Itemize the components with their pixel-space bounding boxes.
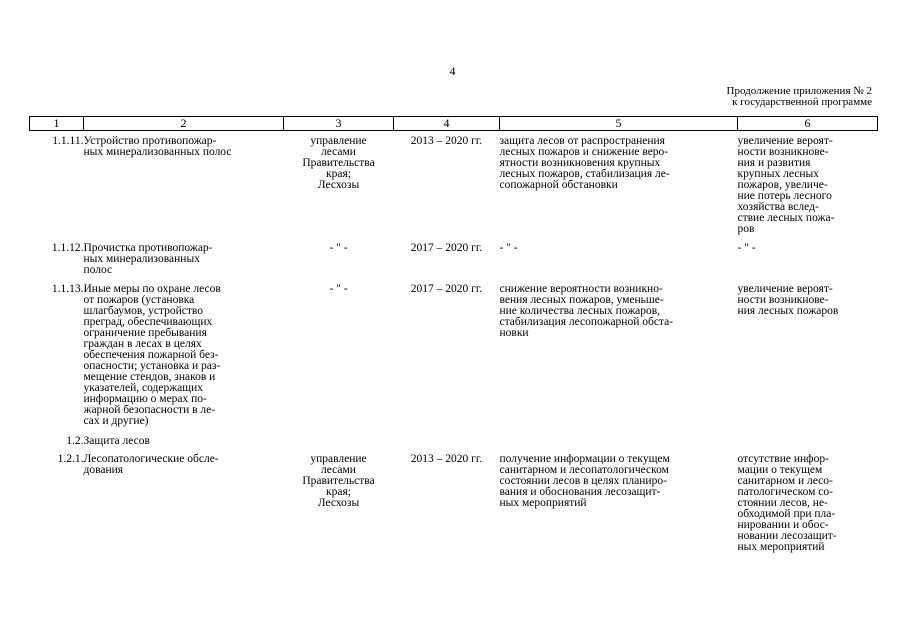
period-cell — [394, 136, 500, 235]
executor-line: управление — [310, 453, 367, 465]
consequence-cell — [738, 454, 878, 553]
expected-result-line: сопожарной обстановки — [499, 179, 618, 191]
measure-name-line: информацию о мерах по- — [83, 393, 207, 405]
header-col-3: 3 — [284, 117, 394, 131]
continuation-line-2: к государственной программе — [732, 96, 872, 108]
expected-result-cell — [500, 243, 738, 276]
expected-result-line: лесных пожаров и снижение веро- — [499, 146, 669, 158]
executor-line: лесами — [321, 146, 356, 158]
consequence-line: патологическом со- — [737, 486, 833, 498]
executor-line: Правительства — [302, 475, 375, 487]
item-number-cell — [30, 284, 84, 427]
executor-line: управление — [310, 135, 367, 147]
item-number-text: 1.1.13. — [51, 283, 84, 295]
consequence-line: крупных лесных — [737, 168, 819, 180]
consequence-line: ров — [737, 223, 755, 235]
consequence-line: ности возникнове- — [737, 146, 829, 158]
expected-result-line: ных мероприятий — [499, 497, 587, 509]
consequence-line: новании лесозащит- — [737, 530, 837, 542]
header-col-2: 2 — [84, 117, 284, 131]
executor-line: края; — [326, 168, 351, 180]
expected-result-line: снижение вероятности возникно- — [499, 283, 663, 295]
measure-name-line: ных минерализованных полос — [83, 146, 232, 158]
period-text: 2017 – 2020 гг. — [410, 283, 483, 295]
expected-result-line: получение информации о текущем — [499, 453, 670, 465]
consequence-line: санитарном и лесо- — [737, 475, 833, 487]
table-row — [30, 243, 878, 276]
period-cell — [394, 284, 500, 427]
measure-name-line: опасности; установка и раз- — [83, 360, 221, 372]
consequence-cell — [738, 136, 878, 235]
expected-result-line: лесных пожаров, стабилизация ле- — [499, 168, 670, 180]
consequence-cell — [738, 284, 878, 427]
expected-result-cell — [500, 284, 738, 427]
executor-line: - " - — [329, 283, 348, 295]
measure-name-line: преград, обеспечивающих — [83, 316, 213, 328]
consequence-line: хозяйства вслед- — [737, 201, 819, 213]
consequence-line: пожаров, увеличе- — [737, 179, 828, 191]
table-body — [30, 131, 878, 554]
consequence-line: увеличение вероят- — [737, 135, 833, 147]
period-cell — [394, 454, 500, 553]
continuation-note — [727, 86, 872, 108]
executor-line: Лесхозы — [317, 497, 360, 509]
row-spacer-cell — [30, 427, 878, 436]
period-cell — [394, 436, 500, 447]
measure-name-cell — [84, 454, 284, 553]
period-text: 2013 – 2020 гг. — [410, 135, 483, 147]
executor-cell — [284, 436, 394, 447]
executor-cell — [284, 243, 394, 276]
header-col-1: 1 — [30, 117, 84, 131]
measure-name-cell — [84, 136, 284, 235]
continuation-line-1: Продолжение приложения № 2 — [726, 85, 872, 97]
consequence-line: мации о текущем — [737, 464, 823, 476]
period-text: 2017 – 2020 гг. — [410, 242, 483, 254]
row-spacer — [30, 427, 878, 436]
measure-name-line: шлагбаумов, устройство — [83, 305, 203, 317]
measure-name-line: обеспечения пожарной без- — [83, 349, 219, 361]
measure-name-line: Защита лесов — [83, 435, 150, 447]
expected-result-line: стабилизация лесопожарной обста- — [499, 316, 674, 328]
measure-name-line: мещение стендов, знаков и — [83, 371, 216, 383]
measure-name-line: полос — [83, 264, 113, 276]
expected-result-line: состоянии лесов в целях планиро- — [499, 475, 667, 487]
header-col-6: 6 — [738, 117, 878, 131]
measure-name-line: ных минерализованных — [83, 253, 200, 265]
expected-result-cell — [500, 436, 738, 447]
page-number: 4 — [449, 64, 456, 78]
item-number-cell — [30, 436, 84, 447]
measure-name-cell — [84, 284, 284, 427]
executor-line: лесами — [321, 464, 356, 476]
expected-result-line: защита лесов от распространения — [499, 135, 665, 147]
executor-line: Правительства — [302, 157, 375, 169]
header-row — [30, 117, 878, 131]
table-row — [30, 284, 878, 427]
item-number-cell — [30, 136, 84, 235]
executor-line: - " - — [329, 242, 348, 254]
expected-result-line: вания и обоснования лесозащит- — [499, 486, 661, 498]
expected-result-line: ятности возникновения крупных — [499, 157, 661, 169]
item-number-text: 1.1.11. — [52, 135, 84, 147]
expected-result-line: санитарном и лесопатологическом — [499, 464, 669, 476]
consequence-line: обходимой при пла- — [737, 508, 836, 520]
expected-result-cell — [500, 454, 738, 553]
period-text: 2013 – 2020 гг. — [410, 453, 483, 465]
consequence-line: ния лесных пожаров — [737, 305, 839, 317]
expected-result-line: новки — [499, 327, 529, 339]
measure-name-line: жарной безопасности в ле- — [83, 404, 216, 416]
expected-result-cell — [500, 136, 738, 235]
consequence-cell — [738, 436, 878, 447]
executor-line: края; — [326, 486, 351, 498]
consequence-line: ствие лесных пожа- — [737, 212, 835, 224]
consequence-line: ных мероприятий — [737, 541, 825, 553]
header-col-5: 5 — [500, 117, 738, 131]
consequence-line: отсутствие инфор- — [737, 453, 829, 465]
consequence-cell — [738, 243, 878, 276]
item-number-text: 1.2.1. — [57, 453, 84, 465]
executor-cell — [284, 136, 394, 235]
program-table — [29, 116, 878, 553]
measure-name-line: сах и другие) — [83, 415, 149, 427]
consequence-line: ние потерь лесного — [737, 190, 832, 202]
item-number-cell — [30, 243, 84, 276]
expected-result-line: вения лесных пожаров, уменьше- — [499, 294, 664, 306]
measure-name-line: Лесопатологические обсле- — [83, 453, 219, 465]
consequence-line: - " - — [737, 242, 756, 254]
executor-line: Лесхозы — [317, 179, 360, 191]
item-number-text: 1.2. — [66, 435, 84, 447]
measure-name-line: Иные меры по охране лесов — [83, 283, 221, 295]
measure-name-line: ограничение пребывания — [83, 327, 207, 339]
consequence-line: нировании и обос- — [737, 519, 829, 531]
item-number-text: 1.1.12. — [51, 242, 84, 254]
measure-name-line: граждан в лесах в целях — [83, 338, 202, 350]
expected-result-line: - " - — [499, 242, 518, 254]
header-col-4: 4 — [394, 117, 500, 131]
period-cell — [394, 243, 500, 276]
measure-name-line: от пожаров (установка — [83, 294, 195, 306]
measure-name-line: указателей, содержащих — [83, 382, 204, 394]
measure-name-line: Устройство противопожар- — [83, 135, 217, 147]
executor-cell — [284, 284, 394, 427]
expected-result-line: ние количества лесных пожаров, — [499, 305, 661, 317]
consequence-line: стоянии лесов, не- — [737, 497, 828, 509]
measure-name-cell — [84, 436, 284, 447]
consequence-line: ности возникнове- — [737, 294, 829, 306]
consequence-line: ния и развития — [737, 157, 811, 169]
executor-cell — [284, 454, 394, 553]
measure-name-cell — [84, 243, 284, 276]
measure-name-line: дования — [83, 464, 124, 476]
table-row — [30, 454, 878, 553]
table-row — [30, 136, 878, 235]
table-row — [30, 436, 878, 447]
consequence-line: увеличение вероят- — [737, 283, 833, 295]
measure-name-line: Прочистка противопожар- — [83, 242, 213, 254]
item-number-cell — [30, 454, 84, 553]
